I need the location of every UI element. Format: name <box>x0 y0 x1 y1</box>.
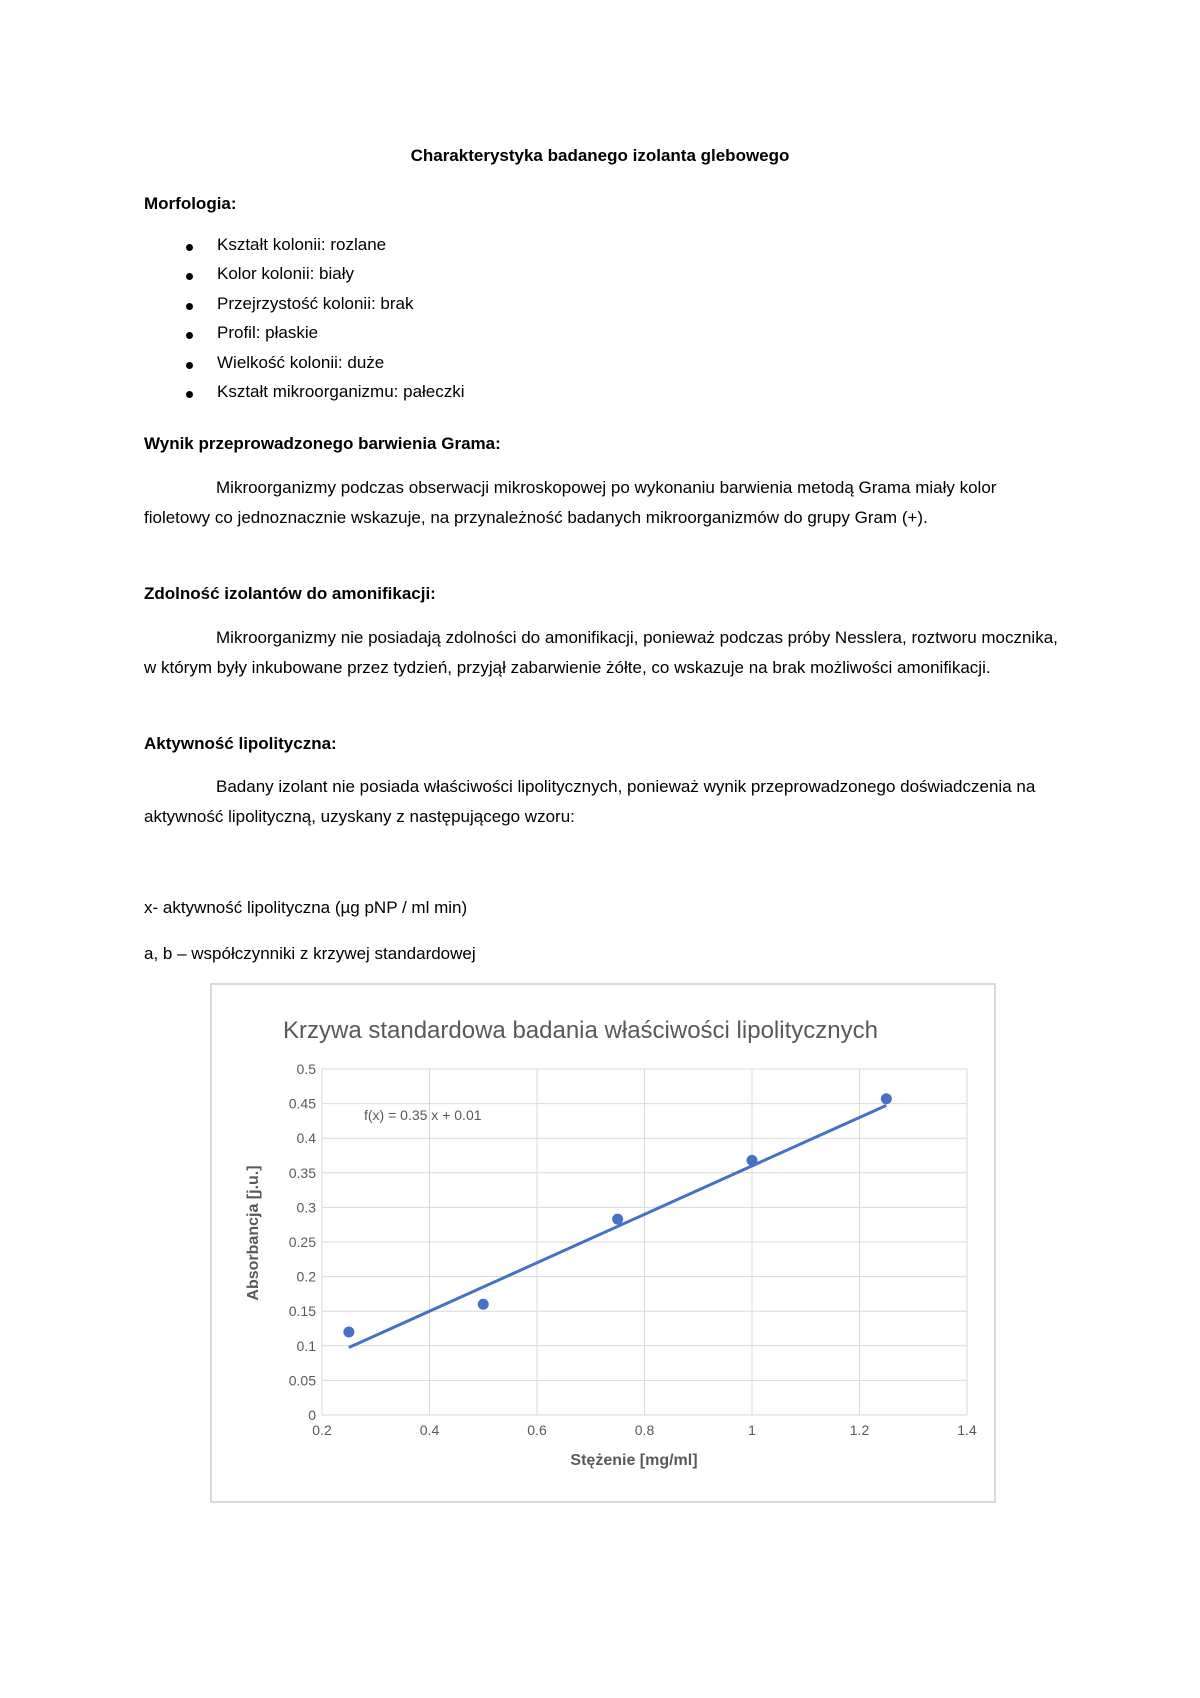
x-tick-label: 1.4 <box>957 1422 977 1438</box>
ab-definition: a, b – współczynniki z krzywej standardowej <box>144 944 476 963</box>
y-tick-label: 0.4 <box>296 1130 316 1147</box>
y-tick-label: 0.35 <box>288 1164 316 1181</box>
x-definition: x- aktywność lipolityczna (µg pNP / ml min) <box>144 898 468 917</box>
x-tick-label: 0.8 <box>634 1422 655 1438</box>
data-point <box>478 1299 489 1310</box>
x-axis-label: Stężenie [mg/ml] <box>570 1452 698 1469</box>
x-tick-label: 0.6 <box>527 1422 547 1438</box>
bullet-icon <box>186 303 193 310</box>
lipolytic-paragraph: Badany izolant nie posiada właściwości lipolitycznych, ponieważ wynik przeprowadzonego doświadczenia na aktywność lipolityczną, uzyskany z następującego wzoru: <box>144 777 1036 826</box>
standard-curve-chart <box>210 983 996 1503</box>
data-point <box>343 1326 354 1337</box>
trendline-equation: f(x) = 0.35 x + 0.01 <box>364 1107 482 1123</box>
x-tick-label: 1 <box>748 1422 756 1438</box>
data-point <box>612 1214 623 1225</box>
x-tick-label: 1.2 <box>849 1422 870 1438</box>
morphology-heading: Morfologia: <box>144 194 237 213</box>
bullet-icon <box>186 391 193 398</box>
y-tick-label: 0.05 <box>288 1372 316 1389</box>
y-tick-label: 0 <box>308 1407 316 1423</box>
y-tick-label: 0.25 <box>288 1234 316 1250</box>
amonification-heading: Zdolność izolantów do amonifikacji: <box>144 584 436 603</box>
y-tick-label: 0.2 <box>296 1268 316 1285</box>
y-tick-label: 0.1 <box>296 1337 316 1354</box>
document-page: Charakterystyka badanego izolanta glebowego Morfologia: Kształt kolonii: rozlane Kolor kolonii: biały Przejrzystość kolonii: brak Profil: płaskie Wielkość kolonii: duże Kształt mikroorganizmu: pałeczki Wynik przeprowadzonego barwienia Grama: Mikroorganizmy podczas obserwacji mikroskopowej po wykonaniu barwienia metodą Grama miały kolor fioletowy co jednoznacznie wskazuje, na przynależność badanych mikroorganizmów do grupy Gram (+). Zdolność izolantów do amonifikacji: Mikroorganizmy nie posiadają zdolności do amonifikacji, ponieważ podczas próby Nesslera, roztworu mocznika, w którym były inkubowane przez tydzień, przyjął zabarwienie żółte, co wskazuje na brak możliwości amonifikacji. Aktywność lipolityczna: Badany izolant nie posiada właściwości lipolitycznych, ponieważ wynik przeprowadzonego doświadczenia na aktywność lipolityczną, uzyskany z następującego wzoru: x- aktywność lipolityczna (µg pNP / ml min) a, b – współczynniki z krzywej standardowej Krzywa standardowa badania właściwości lipolitycznych 0 0.05 0.1 0.15 0.2 0.25 0.3 0.35 0.4 0.45 0.5 0.2 0.4 0.6 0.8 1 1.2 1.4 f(x) = 0.35 x + 0.01 Stężenie [mg/ml] Absorbancja [j.u.] <box>0 0 1200 1698</box>
y-tick-label: 0.5 <box>296 1061 316 1077</box>
gram-paragraph: Mikroorganizmy podczas obserwacji mikroskopowej po wykonaniu barwienia metodą Grama miały kolor fioletowy co jednoznacznie wskazuje, na przynależność badanych mikroorganizmów do grupy Gram (+). <box>144 478 997 527</box>
bullet-icon <box>186 244 193 251</box>
y-axis-label: Absorbancja [j.u.] <box>245 1165 262 1301</box>
y-tick-label: 0.45 <box>288 1095 316 1112</box>
data-point <box>747 1155 758 1166</box>
bullet-icon <box>186 332 193 339</box>
chart-canvas <box>212 985 994 1501</box>
document-title: Charakterystyka badanego izolanta glebowego <box>410 146 790 165</box>
x-tick-label: 0.4 <box>419 1422 440 1438</box>
lipolytic-heading: Aktywność lipolityczna: <box>144 734 337 753</box>
bullet-icon <box>186 273 193 280</box>
y-tick-label: 0.3 <box>296 1199 316 1216</box>
y-tick-label: 0.15 <box>288 1303 316 1320</box>
gram-heading: Wynik przeprowadzonego barwienia Grama: <box>144 434 501 453</box>
chart-points <box>343 1093 892 1337</box>
data-point <box>881 1093 892 1104</box>
bullet-icon <box>186 362 193 369</box>
x-tick-label: 0.2 <box>312 1422 332 1438</box>
chart-title: Krzywa standardowa badania właściwości lipolitycznych <box>283 1017 878 1044</box>
amonification-paragraph: Mikroorganizmy nie posiadają zdolności do amonifikacji, ponieważ podczas próby Nesslera, roztworu mocznika, w którym były inkubowane przez tydzień, przyjął zabarwienie żółte, co wskazuje na brak możliwości amonifikacji. <box>144 628 1058 677</box>
